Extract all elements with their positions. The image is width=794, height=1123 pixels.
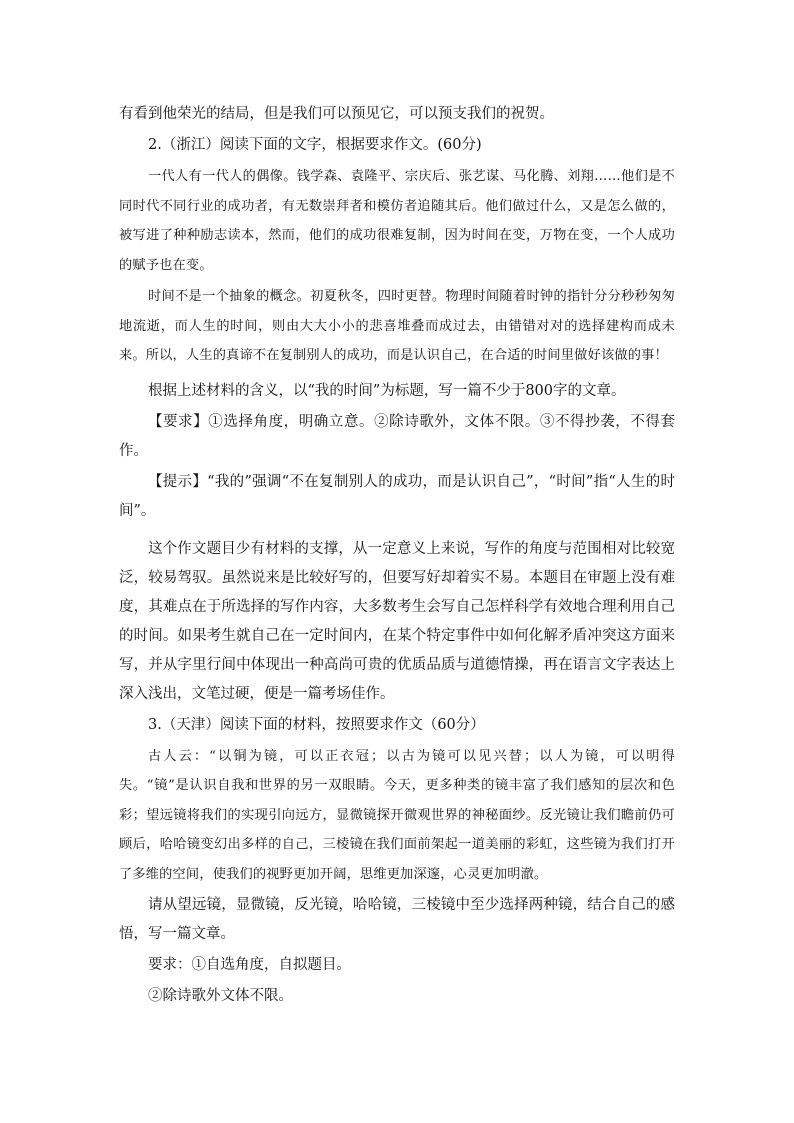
question-3-requirement-1: 要求：①自选角度，自拟题目。 (148, 957, 351, 973)
question-3-requirement-2: ②除诗歌外文体不限。 (148, 988, 293, 1004)
material-paragraph-1: 一代人有一代人的偶像。钱学森、袁隆平、宗庆后、张艺谋、马化腾、刘翔……他们是不同时代不同行业的成功者，有无数崇拜者和模仿者追随其后。他们做过什么，又是怎么做的，被写进了种种励志读本，然而，他们的成功很难复制，因为时间在变，万物在变，一个人成功的赋予也在变。 (119, 169, 675, 273)
question-2-analysis: 这个作文题目少有材料的支撑，从一定意义上来说，写作的角度与范围相对比较宽泛，较易驾驭。虽然说来是比较好写的，但要写好却着实不易。本题目在审题上没有难度，其难点在于所选择的写作内容，大多数考生会写自己怎样科学有效地合理利用自己的时间。如果考生就自己在一定时间内，在某个特定事件中如何化解矛盾冲突这方面来写，并从字里行间中体现出一种高尚可贵的优质品质与道德情操，再在语言文字表达上深入浅出，文笔过硬，便是一篇考场佳作。 (119, 540, 675, 702)
material-paragraph-2: 时间不是一个抽象的概念。初夏秋冬，四时更替。物理时间随着时钟的指针分分秒秒匆匆地流逝，而人生的时间，则由大大小小的悲喜堆叠而成过去，由错错对对的选择建构而成未来。所以，人生的真谛不在复制别人的成功，而是认识自己，在合适的时间里做好该做的事！ (119, 289, 675, 363)
question-2-requirements: 【要求】①选择角度，明确立意。②除诗歌外，文体不限。③不得抄袭，不得套作。 (119, 413, 675, 459)
question-3-heading: 3.（天津）阅读下面的材料，按照要求作文（60分） (148, 716, 485, 733)
question-2-task: 根据上述材料的含义，以“我的时间”为标题，写一篇不少于800字的文章。 (148, 382, 626, 399)
question-2-heading: 2.（浙江）阅读下面的文字，根据要求作文。(60分) (148, 137, 482, 153)
material-paragraph-3: 古人云：“以铜为镜，可以正衣冠；以古为镜可以见兴替；以人为镜，可以明得失。“镜”是认识自我和世界的另一双眼睛。今天，更多种类的镜丰富了我们感知的层次和色彩；望远镜将我们的实现引向远方，显微镜探开微观世界的神秘面纱。反光镜让我们瞻前仍可顾后，哈哈镜变幻出多样的自己，三棱镜在我们面前架起一道美丽的彩虹，这些镜为我们打开了多维的空间，使我们的视野更加开阔，思维更加深邃，心灵更加明澈。 (119, 748, 675, 882)
paragraph-continuation: 有看到他荣光的结局，但是我们可以预见它，可以预支我们的祝贺。 (119, 106, 554, 122)
question-3-task: 请从望远镜，显微镜，反光镜，哈哈镜，三棱镜中至少选择两种镜，结合自己的感悟，写一篇文章。 (119, 897, 675, 942)
document-page (119, 100, 675, 1011)
question-2-hint: 【提示】“我的”强调“不在复制别人的成功，而是认识自己”，“时间”指“人生的时间”。 (119, 473, 675, 519)
